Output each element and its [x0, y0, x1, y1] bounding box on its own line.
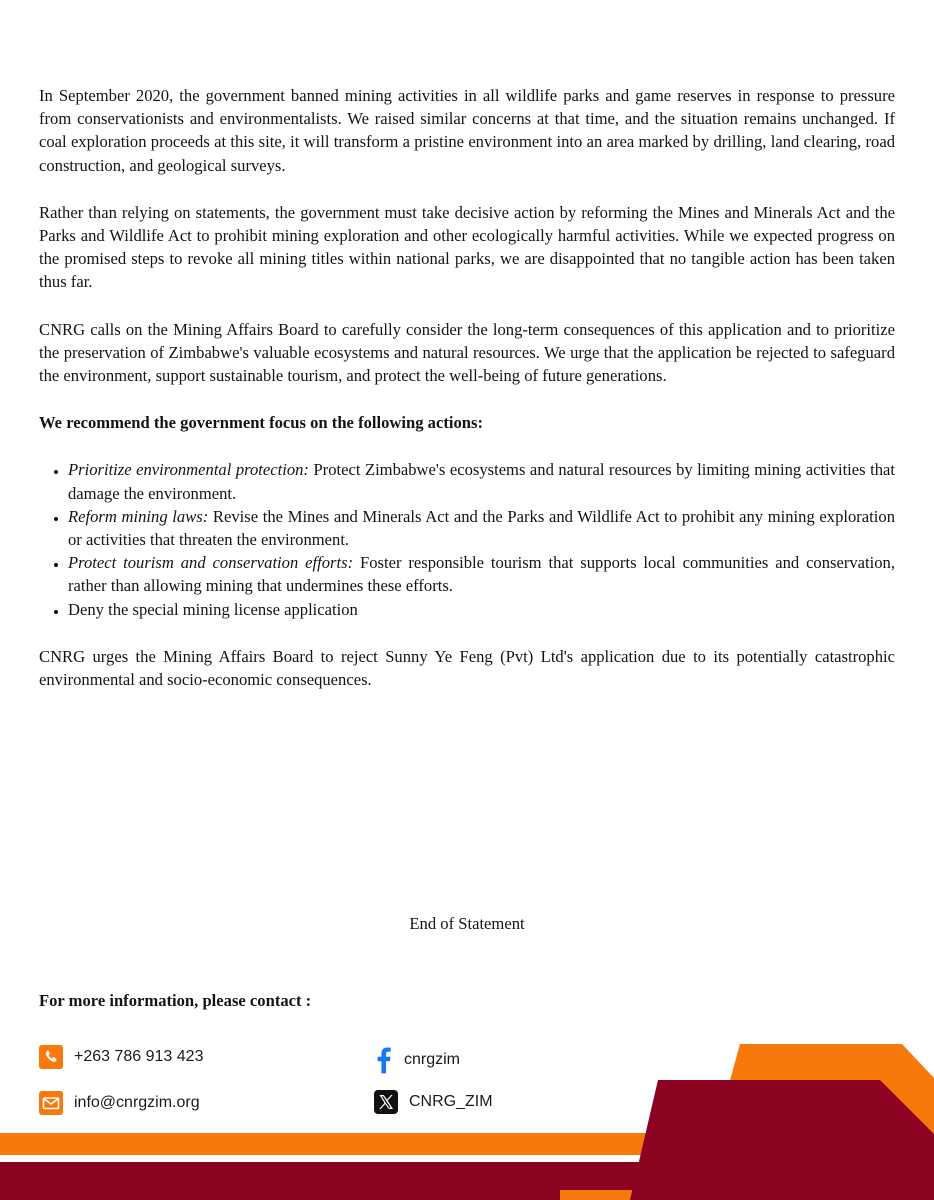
x-handle: CNRG_ZIM [409, 1093, 493, 1110]
contact-email[interactable] [39, 1091, 200, 1115]
action-title: Reform mining laws: [68, 506, 209, 526]
action-text: Revise the Mines and Minerals Act and the Parks and Wildlife Act to prohibit any mining exploration or activities that threaten the environment. [68, 506, 895, 550]
contact-facebook[interactable] [374, 1045, 460, 1075]
email-address: info@cnrgzim.org [74, 1094, 200, 1111]
paragraph-2: Rather than relying on statements, the government must take decisive action by reforming the Mines and Minerals Act and the Parks and Wildlife Act to prohibit mining exploration and other ecologically harmful activities. While we expected progress on the promised steps to revoke all mining titles within national parks, we are disappointed that no tangible action has been taken thus far. [39, 202, 895, 292]
action-text: Protect Zimbabwe's ecosystems and natural resources by limiting mining activities that damage the environment. [68, 460, 895, 503]
contact-phone[interactable] [39, 1045, 203, 1069]
x-logo-icon [374, 1090, 398, 1114]
action-title: Prioritize environmental protection: [68, 460, 309, 480]
email-icon [39, 1091, 63, 1115]
phone-number: +263 786 913 423 [74, 1048, 204, 1065]
action-title: Protect tourism and conservation efforts: [68, 553, 354, 573]
phone-icon [39, 1045, 63, 1069]
contact-x[interactable] [374, 1090, 493, 1114]
action-text: Deny the special mining license application [68, 599, 358, 619]
recommend-heading: We recommend the government focus on the following actions: [39, 413, 483, 433]
facebook-icon [374, 1045, 394, 1075]
action-text: Foster responsible tourism that supports local communities and conservation, rather than allowing mining that undermines these efforts. [68, 553, 896, 596]
contact-heading: For more information, please contact : [39, 991, 312, 1010]
footer-maroon-chevron [630, 1080, 934, 1200]
paragraph-1: In September 2020, the government banned mining activities in all wildlife parks and game reserves in response to pressure from conservationists and environmentalists. We raised similar concerns at that time, and the situation remains unchanged. If coal exploration proceeds at this site, it will transform a pristine environment into an area marked by drilling, land clearing, road construction, and geological surveys. [39, 86, 895, 175]
end-of-statement: End of Statement [409, 914, 525, 933]
facebook-handle: cnrgzim [404, 1051, 461, 1068]
paragraph-3: CNRG calls on the Mining Affairs Board to carefully consider the long-term consequences of this application and to prioritize the preservation of Zimbabwe's valuable ecosystems and natural resources. We urge that the application be rejected to safeguard the environment, support sustainable tourism, and protect the well-being of future generations. [39, 319, 895, 386]
paragraph-4: CNRG urges the Mining Affairs Board to reject Sunny Ye Feng (Pvt) Ltd's application due to its potentially catastrophic environmental and socio-economic consequences. [39, 646, 895, 690]
